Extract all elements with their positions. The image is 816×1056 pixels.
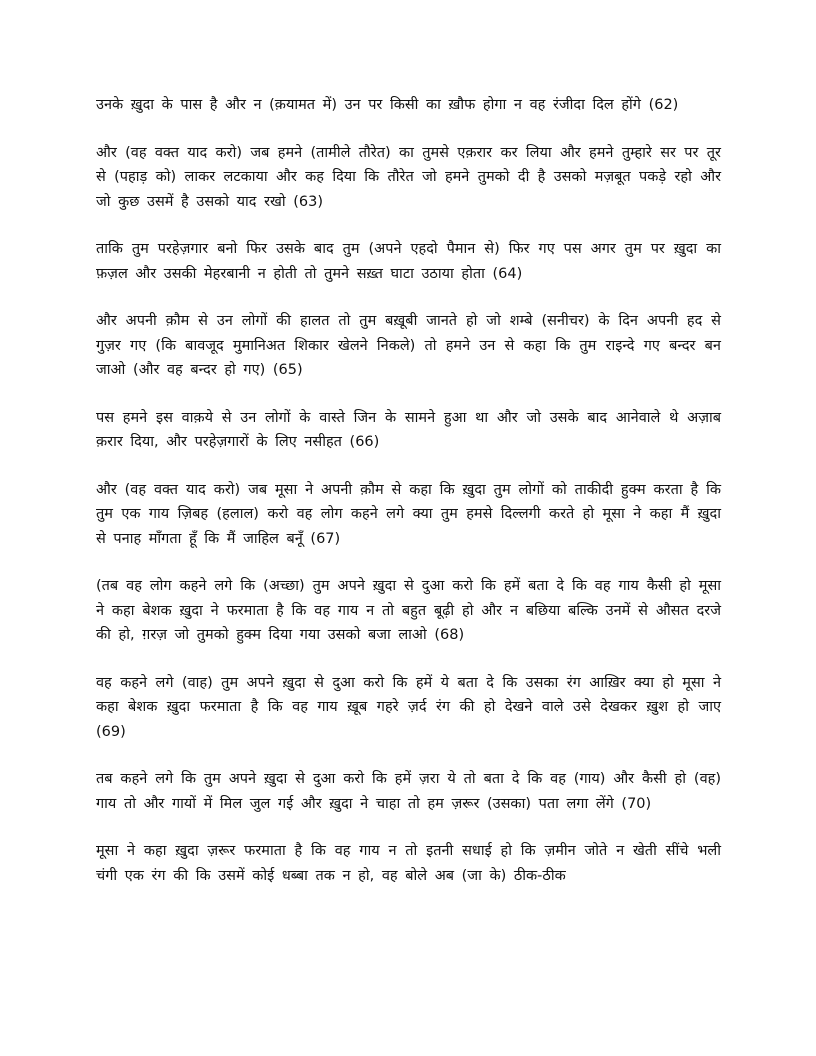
paragraph-verse-67: और (वह वक्त याद करो) जब मूसा ने अपनी क़ौम से कहा कि ख़ुदा तुम लोगों को ताकीदी हुक्म करता है कि तुम एक गाय ज़िबह (हलाल) करो वह लोग कहने लगे क्या तुम हमसे दिल्लगी करते हो मूसा ने कहा मैं ख़ुदा से पनाह माँगता हूँ कि मैं जाहिल बनूँ (67) — [96, 481, 722, 547]
paragraph-verse-69: वह कहने लगे (वाह) तुम अपने ख़ुदा से दुआ करो कि हमें ये बता दे कि उसका रंग आख़िर क्या हो मूसा ने कहा बेशक ख़ुदा फरमाता है कि वह गाय ख़ूब गहरे ज़र्द रंग की हो देखने वाले उसे देखकर ख़ुश हो जाए (69) — [96, 674, 721, 740]
paragraph-verse-70: तब कहने लगे कि तुम अपने ख़ुदा से दुआ करो कि हमें ज़रा ये तो बता दे कि वह (गाय) और कैसी हो (वह) गाय तो और गायों में मिल जुल गई और ख़ुदा ने चाहा तो हम ज़रूर (उसका) पता लगा लेंगे (70) — [96, 771, 721, 812]
paragraph-verse-65: और अपनी क़ौम से उन लोगों की हालत तो तुम बख़ूबी जानते हो जो शम्बे (सनीचर) के दिन अपनी हद से गुज़र गए (कि बावजूद मुमानिअत शिकार खेलने निकले) तो हमने उन से कहा कि तुम राइन्दे गए बन्दर बन जाओ (और वह बन्दर हो गए) (65) — [96, 313, 721, 378]
paragraph-verse-68: (तब वह लोग कहने लगे कि (अच्छा) तुम अपने ख़ुदा से दुआ करो कि हमें बता दे कि वह गाय कैसी हो मूसा ने कहा बेशक ख़ुदा ने फरमाता है कि वह गाय न तो बहुत बूढ़ी हो और न बछिया बल्कि उनमें से औसत दरजे की हो, ग़रज़ जो तुमको हुक्म दिया गया उसको बजा लाओ (68) — [96, 578, 721, 643]
paragraph-verse-64: ताकि तुम परहेज़गार बनो फिर उसके बाद तुम (अपने एहदो पैमान से) फिर गए पस अगर तुम पर ख़ुदा का फ़ज़ल और उसकी मेहरबानी न होती तो तुमने सख़्त घाटा उठाया होता (64) — [96, 241, 721, 282]
paragraph-verse-71-partial: मूसा ने कहा ख़ुदा ज़रूर फरमाता है कि वह गाय न तो इतनी सधाई हो कि ज़मीन जोते न खेती सींचे भली चंगी एक रंग की कि उसमें कोई धब्बा तक न हो, वह बोले अब (जा के) ठीक-ठीक — [96, 843, 721, 884]
paragraph-verse-63: और (वह वक्त याद करो) जब हमने (तामीले तौरेत) का तुमसे एक़रार कर लिया और हमने तुम्हारे सर पर तूर से (पहाड़ को) लाकर लटकाया और कह दिया कि तौरेत जो हमने तुमको दी है उसको मज़बूत पकड़े रहो और जो कुछ उसमें है उसको याद रखो (63) — [96, 144, 721, 210]
document-page — [96, 93, 721, 911]
paragraph-verse-62: उनके ख़ुदा के पास है और न (क़यामत में) उन पर किसी का ख़ौफ होगा न वह रंजीदा दिल होंगे (62) — [96, 97, 679, 113]
paragraph-verse-66: पस हमने इस वाक़ये से उन लोगों के वास्ते जिन के सामने हुआ था और जो उसके बाद आनेवाले थे अज़ाब क़रार दिया, और परहेज़गारों के लिए नसीहत (66) — [96, 409, 721, 450]
